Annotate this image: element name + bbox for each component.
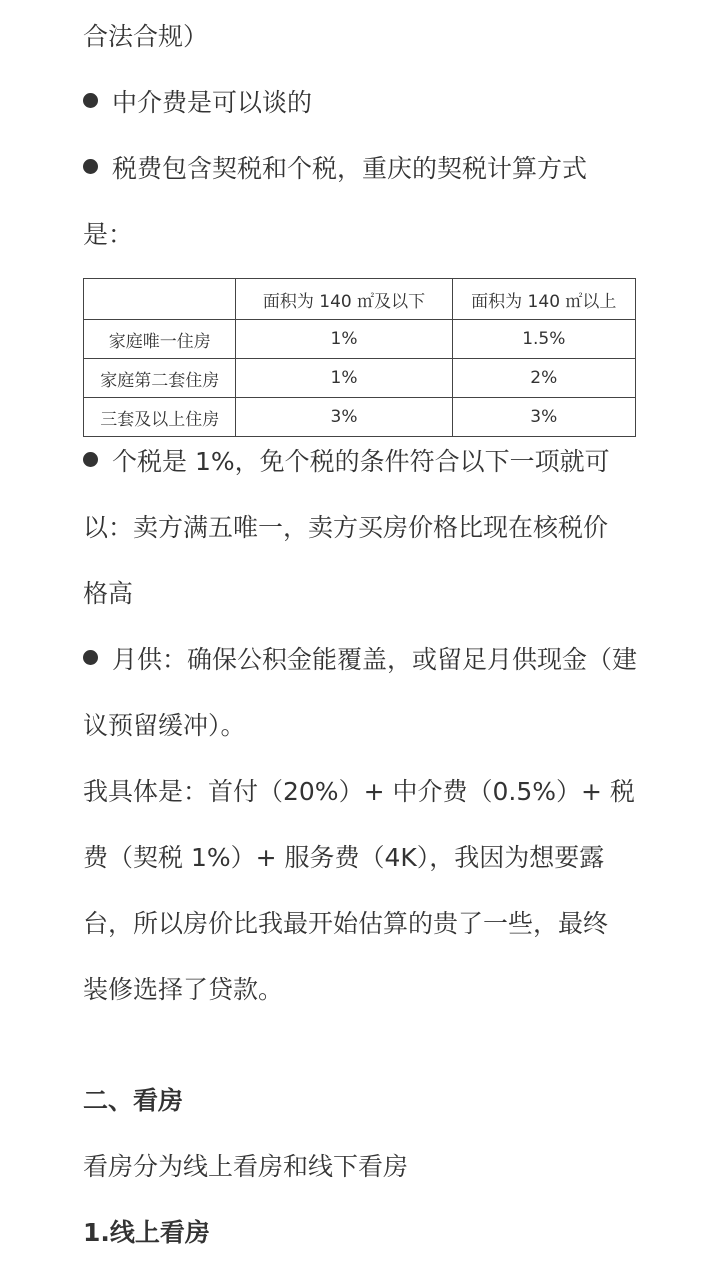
text-line: 是：	[83, 220, 134, 249]
table-cell: 3%	[236, 398, 452, 437]
bullet-item-monthly-payment	[83, 627, 639, 693]
table-cell: 1.5%	[452, 320, 635, 359]
bullet-dot-icon	[83, 650, 98, 665]
text-line: 格高	[83, 579, 134, 608]
subsection-heading: 1.线上看房	[83, 1218, 210, 1247]
text-line: 台，所以房价比我最开始估算的贵了一些，最终	[83, 909, 609, 938]
bullet-dot-icon	[83, 93, 98, 108]
bullet-item-taxes	[83, 136, 639, 202]
table-cell: 1%	[236, 320, 452, 359]
table-cell: 三套及以上住房	[84, 398, 236, 437]
bullet-text: 个税是 1%，免个税的条件符合以下一项就可	[112, 447, 610, 476]
table-cell: 3%	[452, 398, 635, 437]
bullet-item-personal-tax	[83, 429, 639, 495]
bullet-text: 中介费是可以谈的	[112, 88, 313, 117]
table-header-cell: 面积为 140 ㎡及以下	[236, 279, 452, 320]
bullet-text: 月供：确保公积金能覆盖，或留足月供现金（建	[112, 645, 638, 674]
text-line: 费（契税 1%）+ 服务费（4K），我因为想要露	[83, 843, 605, 872]
section-heading: 二、看房	[83, 1086, 184, 1115]
bullet-item-agency-fee	[83, 70, 639, 136]
table-header-cell: 面积为 140 ㎡以上	[452, 279, 635, 320]
bullet-dot-icon	[83, 452, 98, 467]
table-cell: 2%	[452, 359, 635, 398]
table-cell: 家庭唯一住房	[84, 320, 236, 359]
text-line: 看房分为线上看房和线下看房	[83, 1152, 409, 1181]
text-line: 装修选择了贷款。	[83, 975, 284, 1004]
table-header-cell	[84, 279, 236, 320]
text-line: 以：卖方满五唯一，卖方买房价格比现在核税价	[83, 513, 609, 542]
table-row	[84, 320, 636, 359]
table-header-row	[84, 279, 636, 320]
text-line: 我具体是：首付（20%）+ 中介费（0.5%）+ 税	[83, 777, 635, 806]
bullet-dot-icon	[83, 159, 98, 174]
table-row	[84, 359, 636, 398]
deed-tax-table	[83, 278, 636, 437]
bullet-text: 税费包含契税和个税，重庆的契税计算方式	[112, 154, 588, 183]
table-cell: 1%	[236, 359, 452, 398]
text-line: 合法合规）	[83, 22, 209, 51]
text-line: 议预留缓冲）。	[83, 711, 246, 740]
table-cell: 家庭第二套住房	[84, 359, 236, 398]
